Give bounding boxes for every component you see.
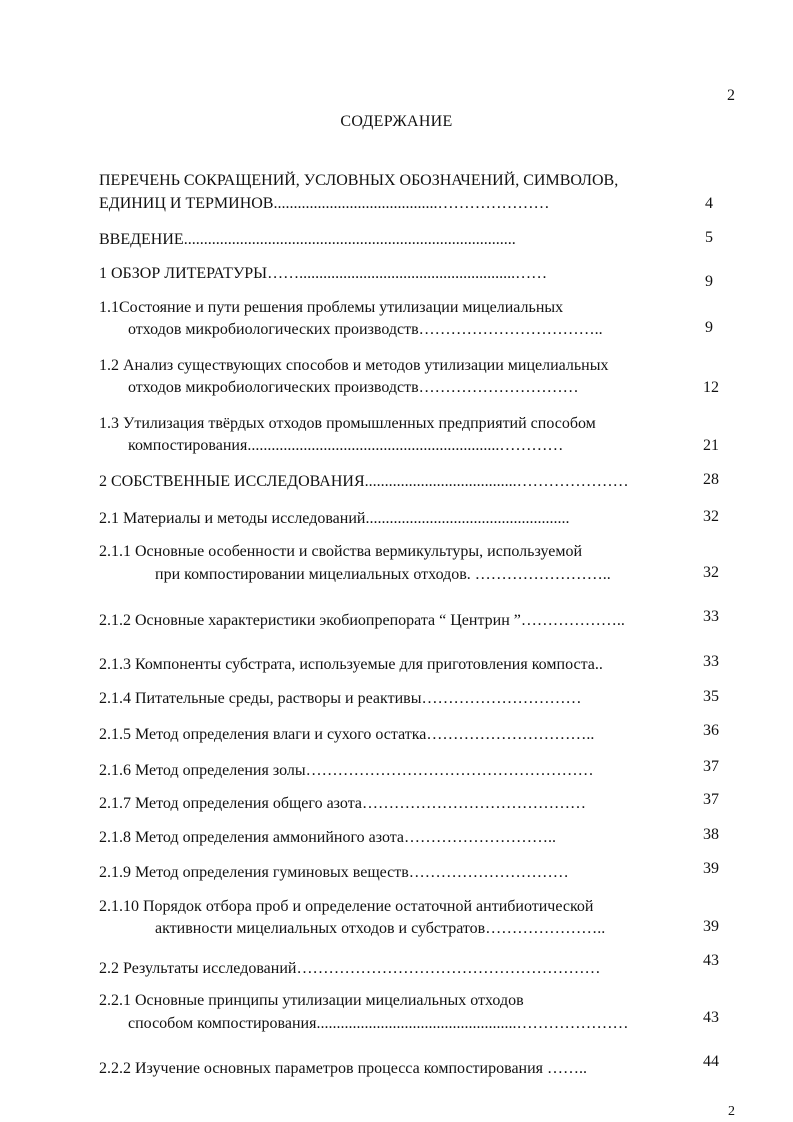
toc-entry-page: 21 xyxy=(703,437,719,454)
toc-entry-text: ЕДИНИЦ И ТЕРМИНОВ.........................................………………… xyxy=(99,195,550,212)
toc-entry-page: 5 xyxy=(705,229,713,246)
toc-entry-page: 39 xyxy=(703,918,719,935)
corner-page-mark: 2 xyxy=(728,1104,735,1119)
toc-entry-text: 2.1.5 Метод определения влаги и сухого остатка………………………….. xyxy=(99,726,595,743)
toc-entry-text: 2 СОБСТВЕННЫЕ ИССЛЕДОВАНИЯ......................................………………… xyxy=(99,473,629,490)
toc-entry-text: 2.1.7 Метод определения общего азота…………………………………… xyxy=(99,795,586,812)
toc-entry-page: 36 xyxy=(703,722,719,739)
toc-entry-text: 1.1Состояние и пути решения проблемы утилизации мицелиальных xyxy=(99,299,564,316)
toc-entry-page: 9 xyxy=(705,273,713,290)
toc-entry-text: при компостировании мицелиальных отходов. …………………….. xyxy=(155,566,611,583)
toc-entry-page: 9 xyxy=(705,319,713,336)
toc-entry-text: 1.3 Утилизация твёрдых отходов промышленных предприятий способом xyxy=(99,415,596,432)
toc-entry-text: 2.1.10 Порядок отбора проб и определение остаточной антибиотической xyxy=(99,898,594,915)
toc-entry-page: 37 xyxy=(703,791,719,808)
toc-entry-text: 2.1.4 Питательные среды, растворы и реактивы………………………… xyxy=(99,690,582,707)
toc-entry-page: 43 xyxy=(703,952,719,969)
page-number: 2 xyxy=(727,87,735,104)
toc-entry-text: 2.2.1 Основные принципы утилизации мицелиальных отходов xyxy=(99,992,524,1009)
toc-entry-text: ПЕРЕЧЕНЬ СОКРАЩЕНИЙ, УСЛОВНЫХ ОБОЗНАЧЕНИЙ, СИМВОЛОВ, xyxy=(99,172,619,189)
toc-entry-page: 12 xyxy=(703,379,719,396)
toc-entry-text: 2.1 Материалы и методы исследований................................................... xyxy=(99,510,570,527)
toc-entry-text: 2.1.2 Основные характеристики экобиопрепората “ Центрин ”……………….. xyxy=(99,612,625,629)
toc-entry-text: активности мицелиальных отходов и субстратов………………….. xyxy=(155,920,606,937)
toc-entry-page: 44 xyxy=(703,1053,719,1070)
page-title: СОДЕРЖАНИЕ xyxy=(340,113,453,130)
toc-entry-text: 2.1.6 Метод определения золы……………………………………………… xyxy=(99,762,594,779)
toc-entry-text: 2.2 Результаты исследований………………………………………………… xyxy=(99,960,601,977)
toc-entry-page: 43 xyxy=(703,1009,719,1026)
toc-entry-text: 2.1.3 Компоненты субстрата, используемые для приготовления компоста.. xyxy=(99,656,603,673)
toc-entry-page: 32 xyxy=(703,564,719,581)
toc-entry-text: отходов микробиологических производств………………………… xyxy=(128,379,579,396)
toc-entry-text: 2.1.9 Метод определения гуминовых веществ………………………… xyxy=(99,864,569,881)
toc-entry-page: 32 xyxy=(703,508,719,525)
toc-entry-page: 33 xyxy=(703,653,719,670)
toc-entry-text: компостирования...............................................................………… xyxy=(128,437,564,454)
toc-entry-text: 1.2 Анализ существующих способов и методов утилизации мицелиальных xyxy=(99,357,609,374)
toc-entry-text: способом компостирования..................................................………………… xyxy=(128,1015,629,1032)
toc-entry-text: ВВЕДЕНИЕ................................................................................... xyxy=(99,231,516,248)
toc-entry-text: отходов микробиологических производств…………………………….. xyxy=(128,321,603,338)
toc-entry-page: 39 xyxy=(703,860,719,877)
toc-entry-page: 4 xyxy=(705,195,713,212)
toc-entry-page: 38 xyxy=(703,826,719,843)
toc-entry-page: 35 xyxy=(703,688,719,705)
toc-entry-text: 2.2.2 Изучение основных параметров процесса компостирования …….. xyxy=(99,1060,588,1077)
toc-entry-page: 33 xyxy=(703,608,719,625)
toc-entry-page: 28 xyxy=(703,471,719,488)
toc-entry-text: 2.1.8 Метод определения аммонийного азота……………………….. xyxy=(99,829,557,846)
toc-entry-text: 1 ОБЗОР ЛИТЕРАТУРЫ……......................................................…… xyxy=(99,265,548,282)
toc-entry-page: 37 xyxy=(703,758,719,775)
toc-entry-text: 2.1.1 Основные особенности и свойства вермикультуры, используемой xyxy=(99,543,583,560)
